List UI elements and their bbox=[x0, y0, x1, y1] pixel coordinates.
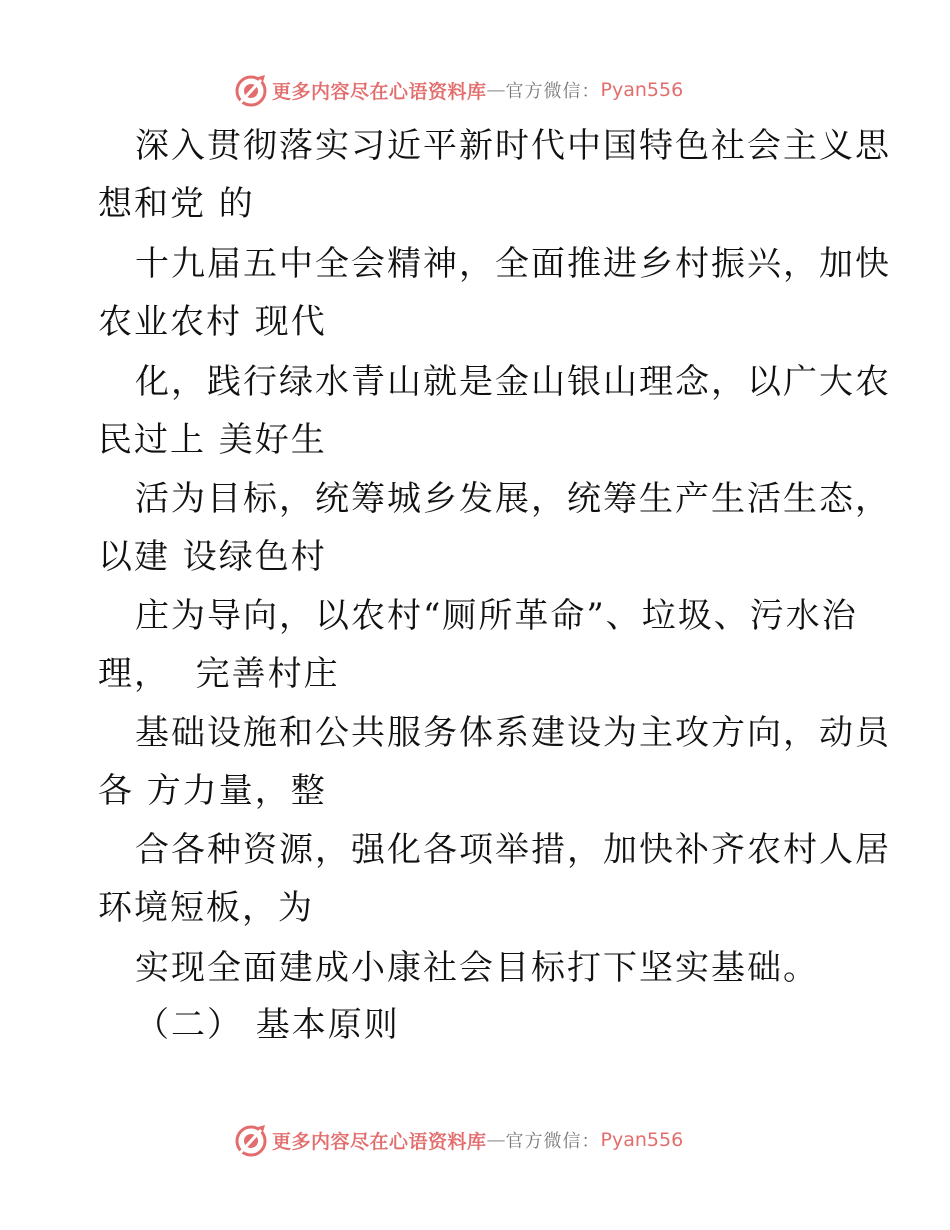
body-line: 农业农村 现代 bbox=[98, 302, 327, 342]
section-heading: （二） 基本原则 bbox=[135, 1005, 400, 1045]
body-line: 民过上 美好生 bbox=[98, 420, 327, 460]
body-line: 深入贯彻落实习近平新时代中国特色社会主义思 bbox=[135, 126, 891, 166]
banner-wechat-id: Pyan556 bbox=[600, 1129, 684, 1151]
body-line: 合各种资源，强化各项举措，加快补齐农村人居 bbox=[135, 830, 891, 870]
seal-pen-icon bbox=[234, 73, 268, 107]
body-line: 以建 设绿色村 bbox=[98, 537, 327, 577]
banner-main-text: 更多内容尽在心语资料库 bbox=[272, 80, 487, 103]
banner-wechat-label: 官方微信： bbox=[505, 1131, 601, 1152]
body-line: 各 方力量，整 bbox=[98, 771, 327, 811]
banner-separator: — bbox=[486, 79, 506, 101]
banner-main-text: 更多内容尽在心语资料库 bbox=[272, 1130, 487, 1153]
banner-wechat-id: Pyan556 bbox=[600, 79, 684, 101]
body-line: 环境短板，为 bbox=[98, 888, 314, 928]
body-line: 理， 完善村庄 bbox=[98, 654, 340, 694]
body-line: 实现全面建成小康社会目标打下坚实基础。 bbox=[135, 948, 819, 988]
banner-separator: — bbox=[486, 1129, 506, 1151]
banner-wechat-label: 官方微信： bbox=[505, 81, 601, 102]
body-line: 化，践行绿水青山就是金山银山理念，以广大农 bbox=[135, 362, 891, 402]
body-line: 基础设施和公共服务体系建设为主攻方向，动员 bbox=[135, 713, 891, 753]
body-line: 庄为导向，以农村“厕所革命”、垃圾、污水治 bbox=[135, 596, 858, 636]
footer-watermark-banner bbox=[234, 1122, 683, 1158]
body-line: 想和党 的 bbox=[98, 184, 255, 224]
body-line: 活为目标，统筹城乡发展，统筹生产生活生态， bbox=[135, 479, 891, 519]
seal-pen-icon bbox=[234, 1123, 268, 1157]
body-line: 十九届五中全会精神，全面推进乡村振兴，加快 bbox=[135, 244, 891, 284]
header-watermark-banner bbox=[234, 72, 683, 108]
